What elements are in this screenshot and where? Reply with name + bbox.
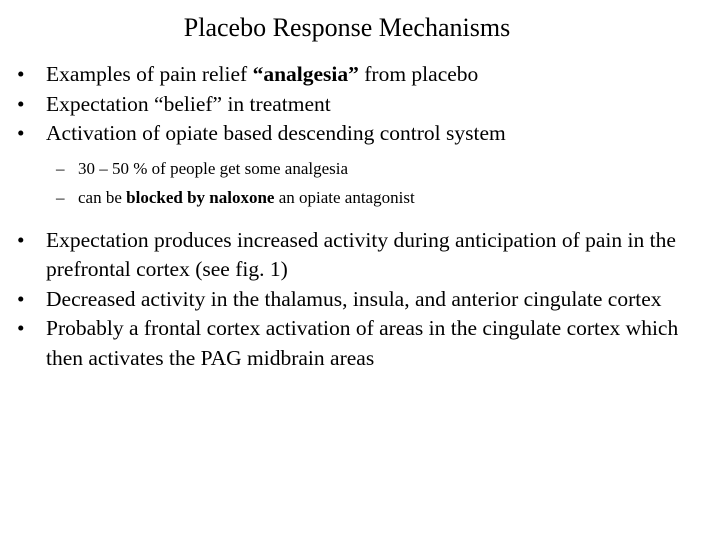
bullet-marker: •	[17, 91, 25, 116]
bullet-text: Probably a frontal cortex activation of areas in the cingulate cortex which then activates the PAG midbrain areas	[46, 316, 679, 370]
bullet-marker: •	[17, 286, 25, 311]
bullet-list	[0, 60, 720, 373]
bottom-bullet-group	[0, 226, 720, 374]
top-bullet-group	[0, 60, 720, 149]
bullet-item	[0, 90, 720, 120]
bullet-marker: –	[56, 158, 65, 178]
bullet-text: Examples of pain relief	[46, 62, 253, 86]
bullet-text: from placebo	[358, 62, 479, 86]
bullet-marker: –	[56, 187, 65, 207]
bullet-item	[0, 119, 720, 149]
bullet-marker: •	[17, 62, 25, 86]
bullet-text-bold: “analgesia”	[252, 62, 359, 86]
bullet-text: Activation of opiate based descending control system	[46, 121, 506, 145]
bullet-item	[0, 285, 720, 315]
bullet-text: Expectation produces increased activity during anticipation of pain in the prefrontal cortex (see fig. 1)	[46, 227, 676, 281]
bullet-marker: •	[17, 316, 25, 340]
bullet-text: Decreased activity in the thalamus, insula, and anterior cingulate cortex	[46, 286, 662, 311]
bullet-item	[0, 314, 720, 373]
bullet-text: an opiate antagonist	[274, 187, 415, 207]
bullet-item	[0, 226, 720, 285]
bullet-text-bold: blocked by naloxone	[126, 187, 275, 207]
sub-bullet-item	[0, 183, 720, 212]
bullet-marker: •	[17, 227, 25, 252]
bullet-text: can be	[78, 187, 127, 207]
slide-title: Placebo Response Mechanisms	[183, 13, 511, 42]
bullet-text: 30 – 50 % of people get some analgesia	[78, 158, 349, 178]
bullet-marker: •	[17, 121, 25, 145]
bullet-text: Expectation “belief” in treatment	[46, 91, 331, 116]
sub-bullet-group	[0, 154, 720, 212]
bullet-item	[0, 60, 720, 90]
sub-bullet-item	[0, 154, 720, 183]
